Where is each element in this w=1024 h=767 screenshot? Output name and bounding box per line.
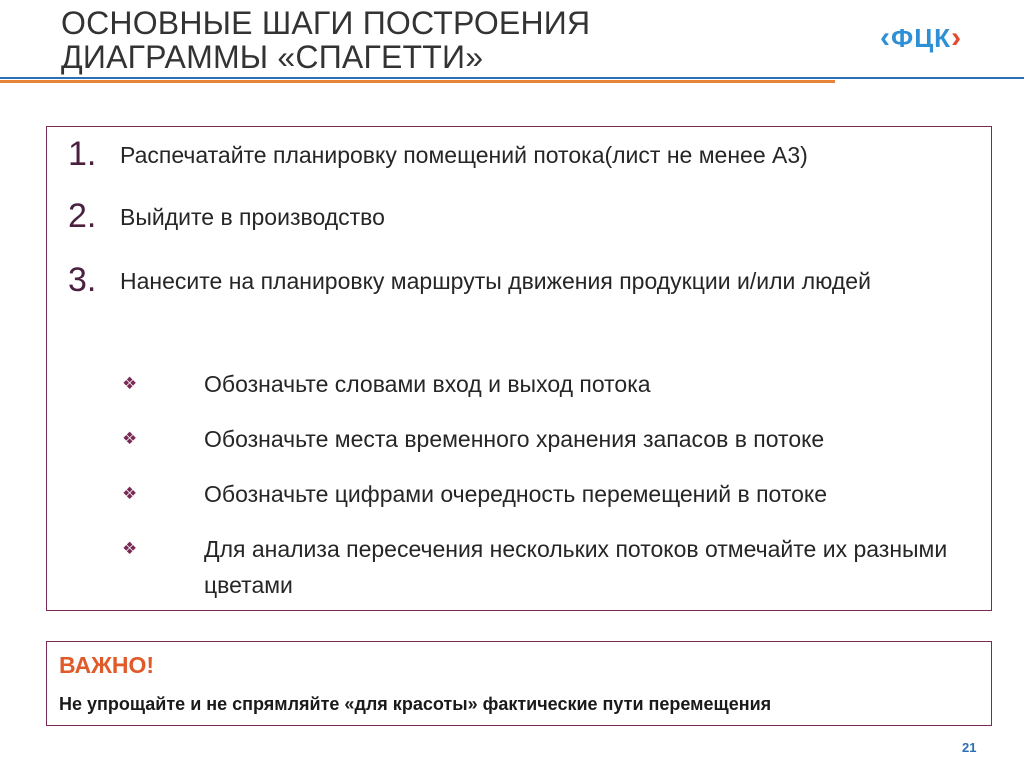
bullet-text: Обозначьте словами вход и выход потока xyxy=(204,371,651,397)
step-number: 2. xyxy=(68,197,97,235)
bullet-item xyxy=(118,366,994,402)
bullet-text: Обозначьте цифрами очередность перемещений в потоке xyxy=(204,481,827,507)
logo-close-bracket: › xyxy=(951,21,963,54)
bullet-item xyxy=(118,531,984,603)
page-title-line-2: ДИАГРАММЫ «СПАГЕТТИ» xyxy=(61,39,484,75)
bullet-item xyxy=(118,421,994,457)
step-text: Распечатайте планировку помещений потока(лист не менее А3) xyxy=(120,142,808,168)
step-number: 3. xyxy=(68,261,97,299)
step-item xyxy=(68,198,980,236)
company-logo xyxy=(880,20,962,56)
logo-open-bracket: ‹ xyxy=(880,21,891,54)
bullet-item xyxy=(118,476,994,512)
step-text: Выйдите в производство xyxy=(120,204,385,230)
header-divider-orange xyxy=(0,80,835,83)
bullet-text: Обозначьте места временного хранения запасов в потоке xyxy=(204,426,825,452)
header-divider-blue xyxy=(0,77,1024,79)
diamond-bullet-icon: ❖ xyxy=(122,484,138,503)
diamond-bullet-icon: ❖ xyxy=(122,374,138,393)
diamond-bullet-icon: ❖ xyxy=(122,539,138,558)
step-number: 1. xyxy=(68,135,97,173)
step-item xyxy=(68,136,980,174)
step-text: Нанесите на планировку маршруты движения продукции и/или людей xyxy=(120,268,871,294)
important-text: Не упрощайте и не спрямляйте «для красоты» фактические пути перемещения xyxy=(59,694,772,714)
page-title-line-1: ОСНОВНЫЕ ШАГИ ПОСТРОЕНИЯ xyxy=(61,5,591,41)
step-item xyxy=(68,262,990,300)
diamond-bullet-icon: ❖ xyxy=(122,429,138,448)
page-title xyxy=(61,6,821,74)
logo-text: ФЦК xyxy=(891,22,952,53)
page-number: 21 xyxy=(962,740,977,755)
important-title: ВАЖНО! xyxy=(59,652,155,678)
bullet-text: Для анализа пересечения нескольких потоков отмечайте их разными цветами xyxy=(204,536,948,598)
